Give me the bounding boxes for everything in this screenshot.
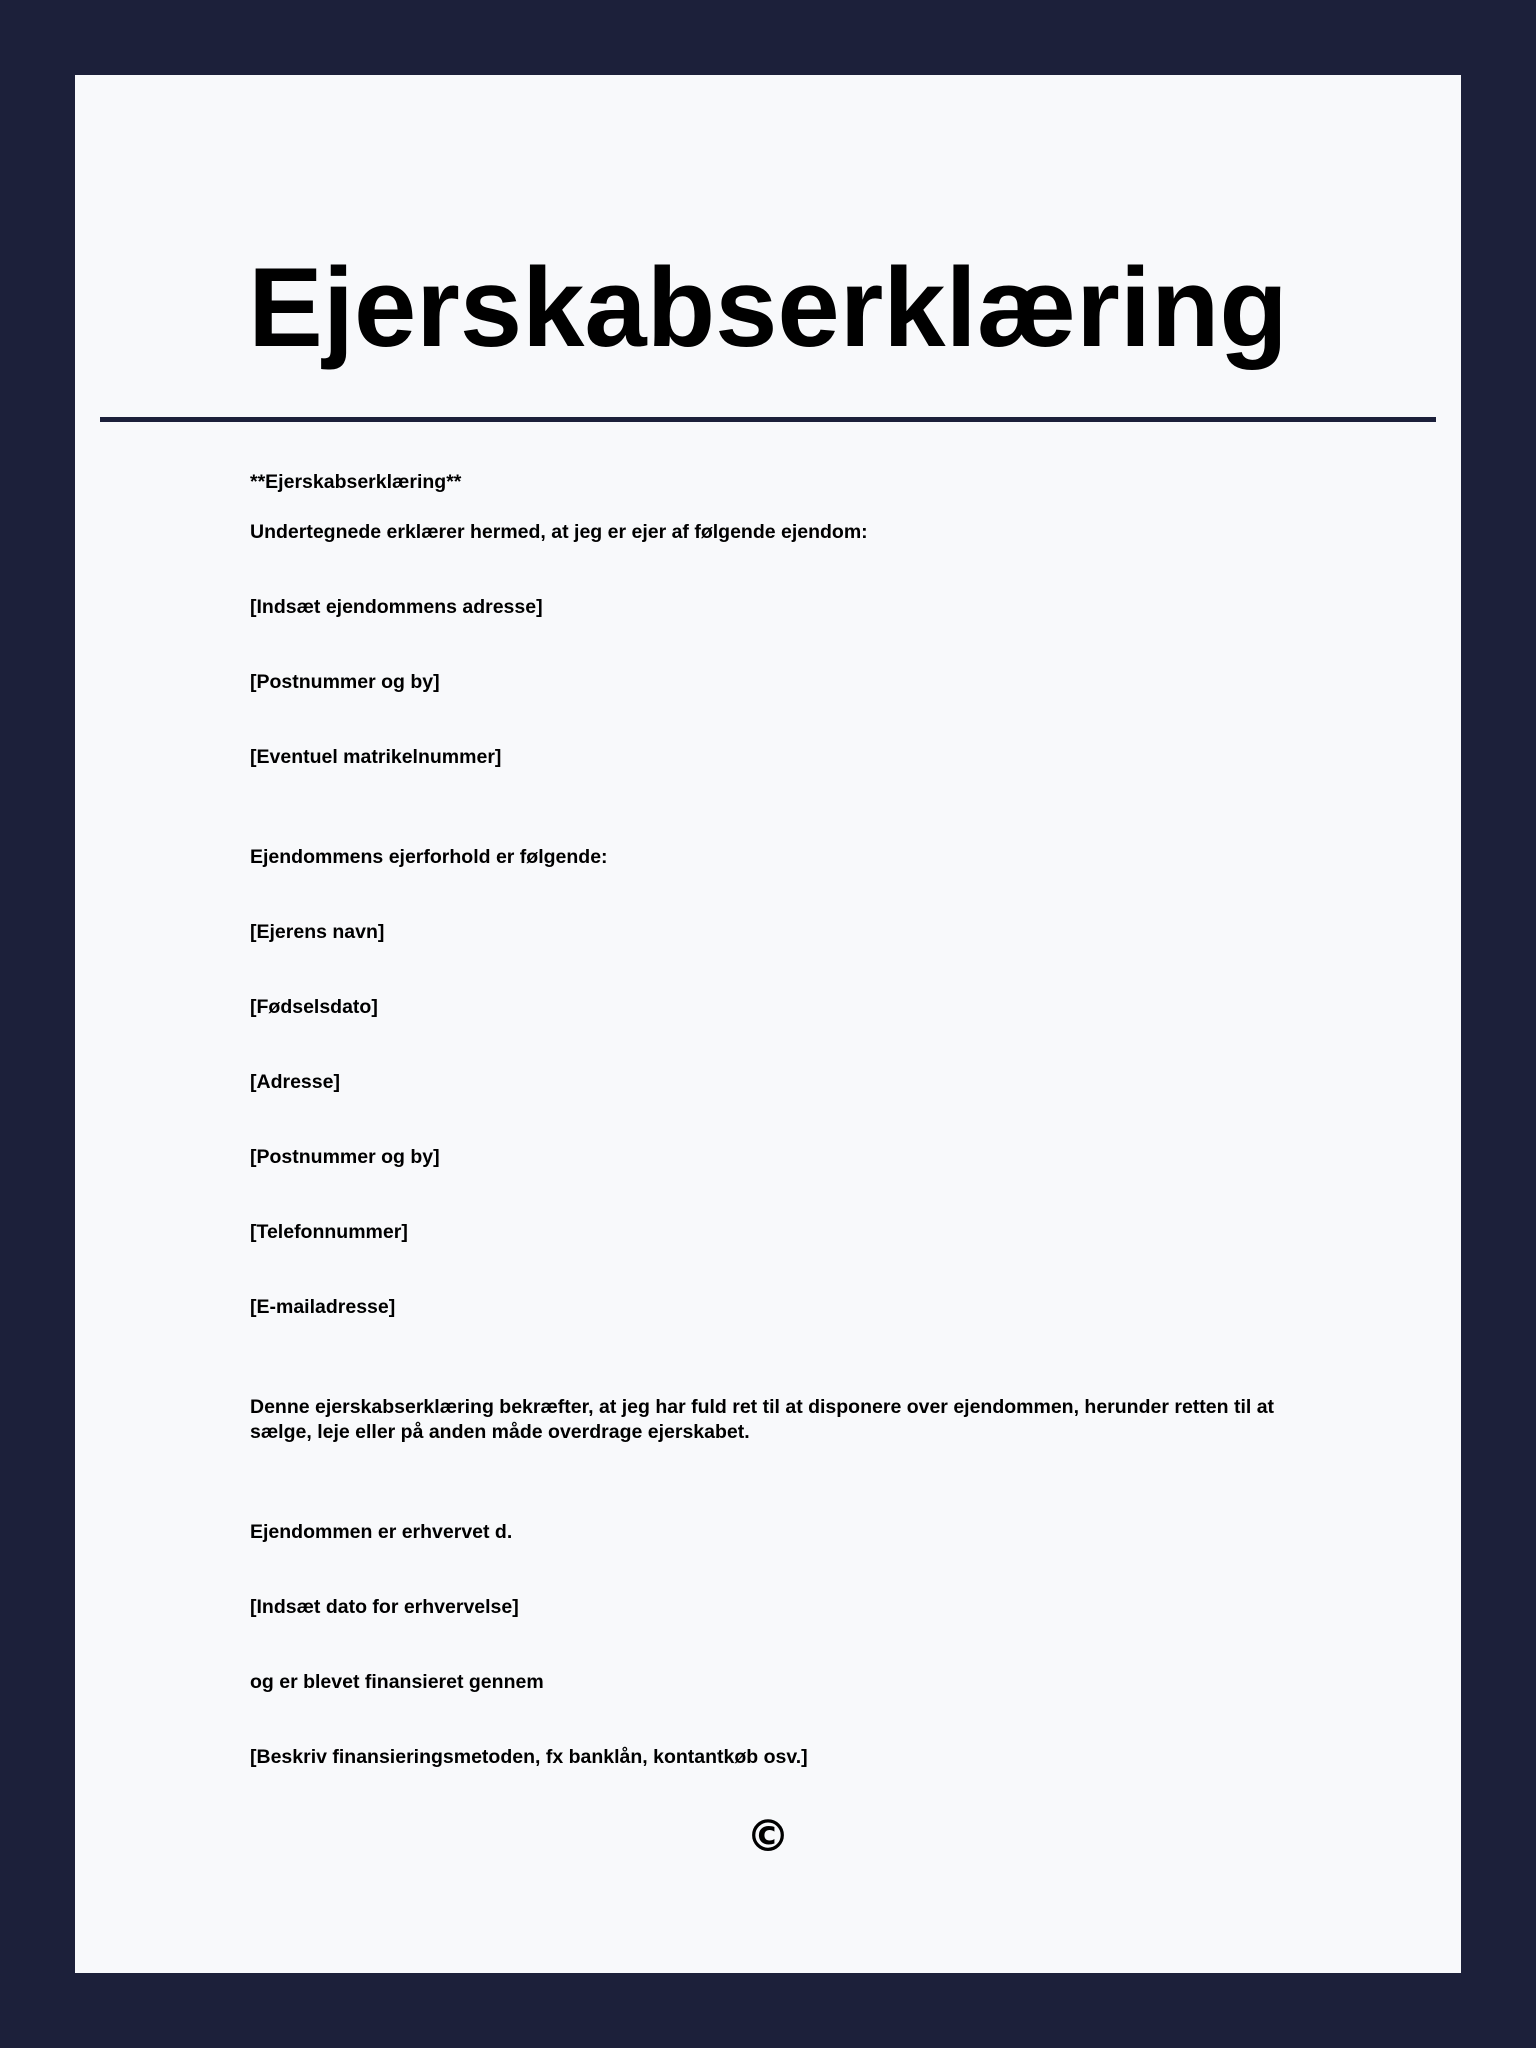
intro-text: Undertegnede erklærer hermed, at jeg er ejer af følgende ejendom: [250, 521, 868, 543]
financed-text: og er blevet finansieret gennem [250, 1671, 544, 1693]
field-birth-date: [Fødselsdato] [250, 996, 378, 1018]
acquired-text: Ejendommen er erhvervet d. [250, 1521, 513, 1543]
field-financing-method: [Beskriv finansieringsmetoden, fx banklån, kontantkøb osv.] [250, 1746, 808, 1768]
field-acquired-date: [Indsæt dato for erhvervelse] [250, 1596, 519, 1618]
field-email: [E-mailadresse] [250, 1296, 396, 1318]
ownership-intro: Ejendommens ejerforhold er følgende: [250, 846, 608, 868]
field-owner-postal: [Postnummer og by] [250, 1146, 440, 1168]
field-property-postal: [Postnummer og by] [250, 671, 440, 693]
field-owner-name: [Ejerens navn] [250, 921, 385, 943]
field-cadastral-number: [Eventuel matrikelnummer] [250, 746, 502, 768]
body-heading: **Ejerskabserklæring** [250, 471, 462, 493]
document-title: Ejerskabserklæring [248, 245, 1288, 370]
copyright-symbol: © [746, 1811, 790, 1862]
confirmation-paragraph: Denne ejerskabserklæring bekræfter, at jeg har fuld ret til at disponere over ejendommen, herunder retten til at sælge, leje eller på anden måde overdrage ejerskabet. [250, 1396, 1275, 1443]
field-property-address: [Indsæt ejendommens adresse] [250, 596, 543, 618]
field-owner-address: [Adresse] [250, 1071, 340, 1093]
field-phone: [Telefonnummer] [250, 1221, 408, 1243]
document-page [75, 75, 1461, 1973]
title-divider [100, 417, 1436, 422]
